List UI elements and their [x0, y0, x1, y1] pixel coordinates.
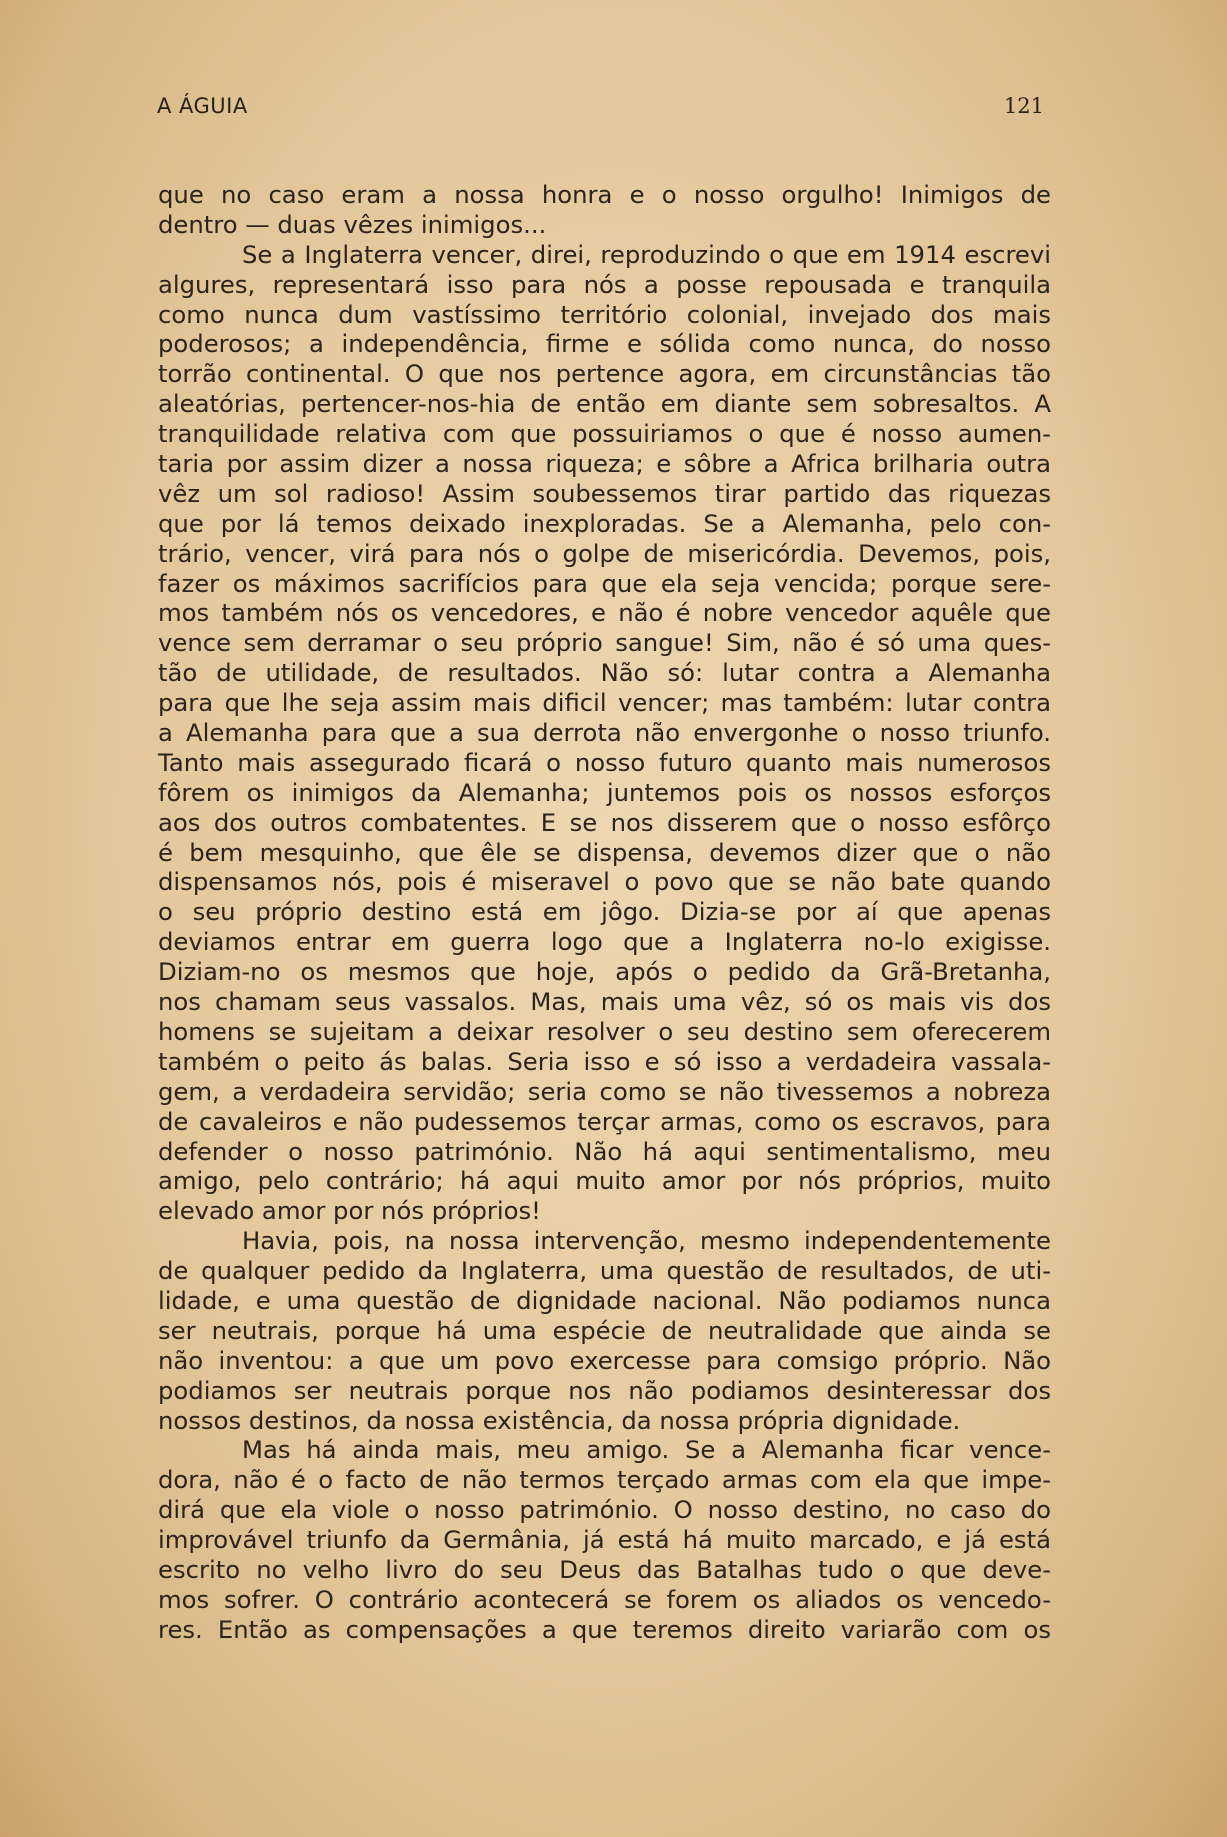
text-line: taria por assim dizer a nossa riqueza; e sôbre a Africa brilharia outra: [158, 449, 1051, 479]
text-line: tão de utilidade, de resultados. Não só: lutar contra a Alemanha: [158, 658, 1051, 688]
text-line: amigo, pelo contrário; há aqui muito amor por nós próprios, muito: [158, 1166, 1051, 1196]
text-line: que por lá temos deixado inexploradas. Se a Alemanha, pelo con-: [158, 508, 1051, 538]
text-line: mos também nós os vencedores, e não é nobre vencedor aquêle que: [158, 598, 1051, 628]
text-line: deviamos entrar em guerra logo que a Inglaterra no-lo exigisse.: [158, 927, 1051, 957]
text-line: torrão continental. O que nos pertence agora, em circunstâncias tão: [158, 359, 1051, 389]
text-line: dirá que ela viole o nosso património. O nosso destino, no caso do: [158, 1495, 1051, 1525]
text-line: improvável triunfo da Germânia, já está há muito marcado, e já está: [158, 1525, 1051, 1555]
text-line: trário, vencer, virá para nós o golpe de misericórdia. Devemos, pois,: [158, 538, 1051, 568]
page-number: 121: [1003, 94, 1044, 118]
text-line: Se a Inglaterra vencer, direi, reproduzindo o que em 1914 escrevi: [242, 239, 1051, 269]
text-line: não inventou: a que um povo exercesse para comsigo próprio. Não: [158, 1345, 1051, 1375]
running-head: [157, 94, 1044, 118]
text-line: escrito no velho livro do seu Deus das Batalhas tudo o que deve-: [158, 1554, 1051, 1584]
text-line: tranquilidade relativa com que possuiriamos o que é nosso aumen-: [158, 419, 1051, 449]
body-text: [158, 180, 1051, 1645]
text-line: fôrem os inimigos da Alemanha; juntemos pois os nossos esforços: [158, 777, 1051, 807]
text-line: fazer os máximos sacrifícios para que ela seja vencida; porque sere-: [158, 568, 1051, 598]
text-line: vêz um sol radioso! Assim soubessemos tirar partido das riquezas: [158, 478, 1051, 508]
text-line: homens se sujeitam a deixar resolver o seu destino sem oferecerem: [158, 1016, 1051, 1046]
text-line: é bem mesquinho, que êle se dispensa, devemos dizer que o não: [158, 837, 1051, 867]
text-line: podiamos ser neutrais porque nos não podiamos desinteressar dos: [158, 1375, 1051, 1405]
text-line: a Alemanha para que a sua derrota não envergonhe o nosso triunfo.: [158, 718, 1051, 748]
text-line: defender o nosso património. Não há aqui sentimentalismo, meu: [158, 1136, 1051, 1166]
text-line: de cavaleiros e não pudessemos terçar armas, como os escravos, para: [158, 1106, 1051, 1136]
text-line: res. Então as compensações a que teremos direito variarão com os: [158, 1614, 1051, 1644]
text-line: para que lhe seja assim mais dificil vencer; mas também: lutar contra: [158, 688, 1051, 718]
running-title: A ÁGUIA: [157, 94, 248, 118]
text-line: dentro — duas vêzes inimigos...: [158, 209, 547, 239]
text-line: como nunca dum vastíssimo território colonial, invejado dos mais: [158, 299, 1051, 329]
text-line: aleatórias, pertencer-nos-hia de então em diante sem sobresaltos. A: [158, 389, 1051, 419]
text-line: dora, não é o facto de não termos terçado armas com ela que impe-: [158, 1465, 1051, 1495]
text-line: ser neutrais, porque há uma espécie de neutralidade que ainda se: [158, 1315, 1051, 1345]
text-line: gem, a verdadeira servidão; seria como se não tivessemos a nobreza: [158, 1076, 1051, 1106]
text-line: o seu próprio destino está em jôgo. Dizia-se por aí que apenas: [158, 897, 1051, 927]
text-line: algures, representará isso para nós a posse repousada e tranquila: [158, 269, 1051, 299]
text-line: Mas há ainda mais, meu amigo. Se a Alemanha ficar vence-: [242, 1435, 1051, 1465]
text-line: nos chamam seus vassalos. Mas, mais uma vêz, só os mais vis dos: [158, 987, 1051, 1017]
text-line: também o peito ás balas. Seria isso e só isso a verdadeira vassala-: [158, 1046, 1051, 1076]
text-line: que no caso eram a nossa honra e o nosso orgulho! Inimigos de: [158, 180, 1051, 209]
text-line: lidade, e uma questão de dignidade nacional. Não podiamos nunca: [158, 1285, 1051, 1315]
text-line: nossos destinos, da nossa existência, da nossa própria dignidade.: [158, 1405, 961, 1435]
text-line: de qualquer pedido da Inglaterra, uma questão de resultados, de uti-: [158, 1256, 1051, 1286]
text-line: mos sofrer. O contrário acontecerá se forem os aliados os vencedo-: [158, 1584, 1051, 1614]
text-line: poderosos; a independência, firme e sólida como nunca, do nosso: [158, 329, 1051, 359]
text-line: aos dos outros combatentes. E se nos disserem que o nosso esfôrço: [158, 807, 1051, 837]
text-line: Diziam-no os mesmos que hoje, após o pedido da Grã-Bretanha,: [158, 957, 1051, 987]
text-line: Havia, pois, na nossa intervenção, mesmo independentemente: [242, 1226, 1051, 1256]
text-line: vence sem derramar o seu próprio sangue! Sim, não é só uma ques-: [158, 628, 1051, 658]
text-line: dispensamos nós, pois é miseravel o povo que se não bate quando: [158, 867, 1051, 897]
text-line: Tanto mais assegurado ficará o nosso futuro quanto mais numerosos: [158, 747, 1051, 777]
text-line: elevado amor por nós próprios!: [158, 1196, 541, 1226]
